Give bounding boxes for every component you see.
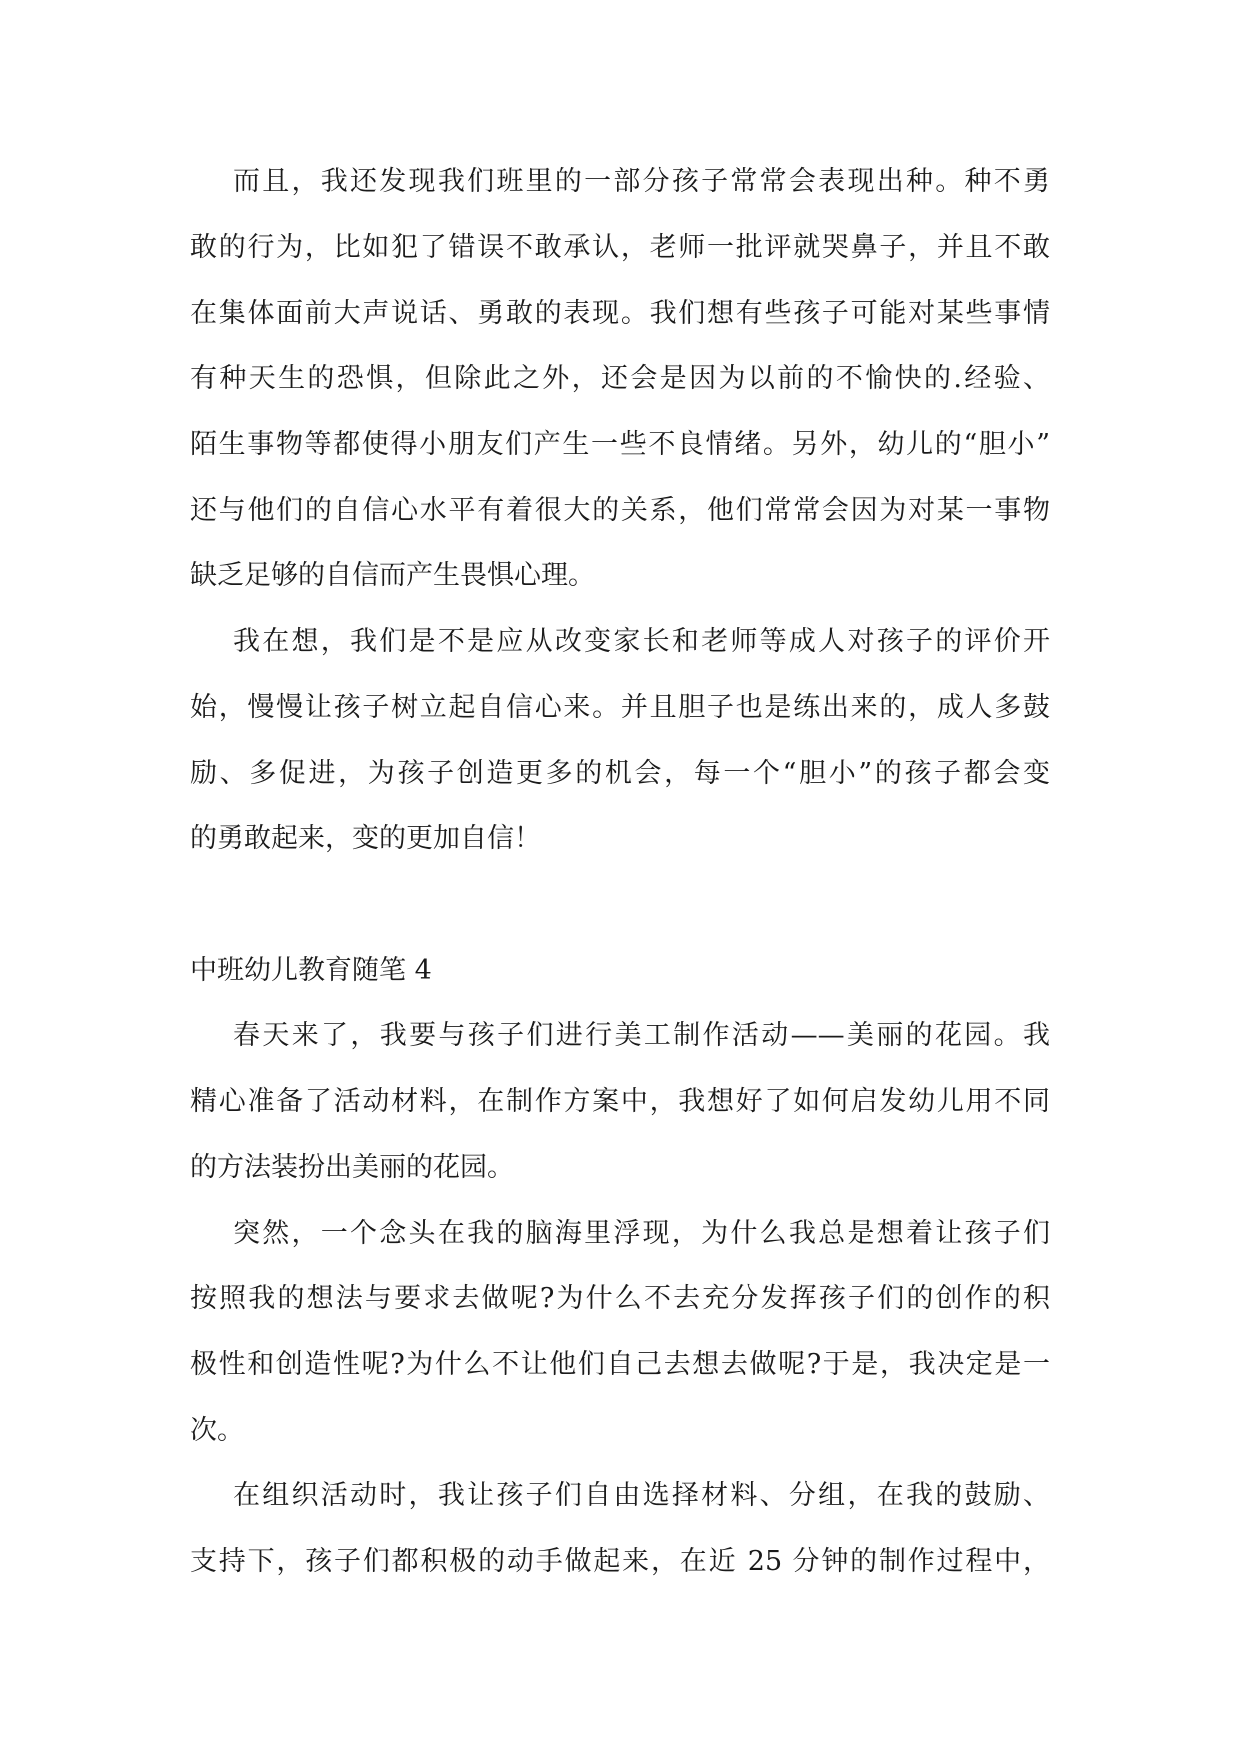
paragraph-3-line-1: 春天来了，我要与孩子们进行美工制作活动——美丽的花园。我 — [233, 1020, 1050, 1051]
paragraph-5-line-1: 在组织活动时，我让孩子们自由选择材料、分组，在我的鼓励、 — [233, 1480, 1050, 1511]
paragraph-1-line-7: 缺乏足够的自信而产生畏惧心理。 — [190, 560, 595, 591]
paragraph-3-line-3: 的方法装扮出美丽的花园。 — [190, 1152, 514, 1183]
paragraph-1-line-5: 陌生事物等都使得小朋友们产生一些不良情绪。另外，幼儿的“胆小” — [190, 429, 1050, 460]
paragraph-4-line-2: 按照我的想法与要求去做呢?为什么不去充分发挥孩子们的创作的积 — [190, 1283, 1050, 1314]
paragraph-1-line-2: 敢的行为，比如犯了错误不敢承认，老师一批评就哭鼻子，并且不敢 — [190, 232, 1050, 263]
paragraph-2-line-3: 励、多促进，为孩子创造更多的机会，每一个“胆小”的孩子都会变 — [190, 758, 1050, 789]
paragraph-4-line-1: 突然，一个念头在我的脑海里浮现，为什么我总是想着让孩子们 — [233, 1218, 1050, 1249]
paragraph-3-line-2: 精心准备了活动材料，在制作方案中，我想好了如何启发幼儿用不同 — [190, 1086, 1050, 1117]
paragraph-4-line-3: 极性和创造性呢?为什么不让他们自己去想去做呢?于是，我决定是一 — [190, 1349, 1050, 1380]
paragraph-1-line-6: 还与他们的自信心水平有着很大的关系，他们常常会因为对某一事物 — [190, 495, 1050, 526]
paragraph-5-line-2: 支持下，孩子们都积极的动手做起来，在近 25 分钟的制作过程中， — [190, 1546, 1050, 1577]
section-heading: 中班幼儿教育随笔 4 — [190, 955, 432, 986]
paragraph-2-line-1: 我在想，我们是不是应从改变家长和老师等成人对孩子的评价开 — [233, 626, 1050, 657]
paragraph-1-line-1: 而且，我还发现我们班里的一部分孩子常常会表现出种。种不勇 — [233, 166, 1050, 197]
paragraph-2-line-2: 始，慢慢让孩子树立起自信心来。并且胆子也是练出来的，成人多鼓 — [190, 692, 1050, 723]
paragraph-1-line-3: 在集体面前大声说话、勇敢的表现。我们想有些孩子可能对某些事情 — [190, 298, 1050, 329]
paragraph-4-line-4: 次。 — [190, 1415, 244, 1446]
paragraph-2-line-4: 的勇敢起来，变的更加自信！ — [190, 823, 541, 854]
paragraph-1-line-4: 有种天生的恐惧，但除此之外，还会是因为以前的不愉快的.经验、 — [190, 363, 1050, 394]
